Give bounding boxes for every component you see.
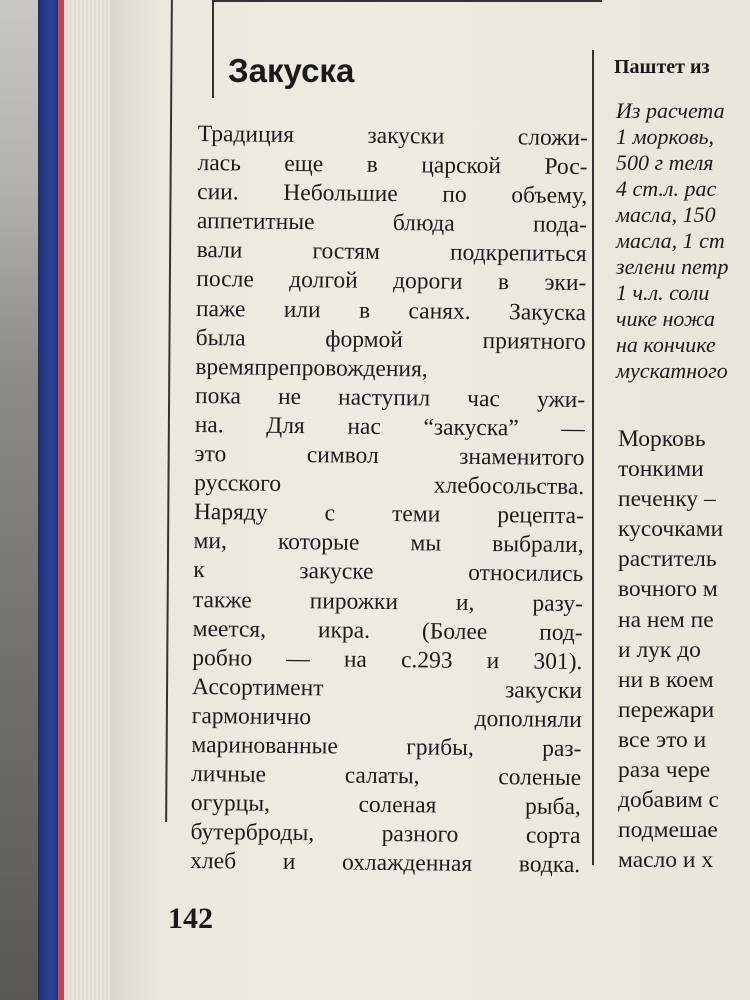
recipe-ingredients: [616, 98, 728, 384]
body-text-line: также пирожки и, разу-: [192, 586, 584, 617]
top-frame-line: [212, 0, 602, 2]
body-text-line: Традиция закуски сложи-: [197, 120, 588, 152]
ingredient-line: 1 ч.л. соли: [616, 280, 710, 305]
instruction-line: на нем пе: [618, 606, 714, 633]
instruction-line: пережари: [618, 696, 715, 723]
heading-frame-line: [212, 0, 214, 98]
ingredient-line: на кончике: [616, 332, 716, 357]
body-text-line: маринованные грибы, раз-: [191, 731, 582, 763]
recipe-heading: Паштет из: [614, 56, 710, 78]
body-text-line: к закуске относились: [193, 557, 584, 588]
body-text-line: сии. Небольшие по объему,: [197, 179, 588, 210]
instruction-line: раза чере: [618, 757, 711, 784]
ingredient-line: масла, 150: [616, 202, 716, 227]
instruction-line: подмешае: [618, 817, 718, 844]
ingredient-line: зелени петр: [616, 254, 729, 279]
body-text-line: хлеб и охлажденная водка.: [190, 848, 581, 879]
body-text-line: пока не наступил час ужи-: [194, 382, 586, 413]
body-text-line: огурцы, соленая рыба,: [190, 790, 581, 821]
instruction-line: ни в коем: [618, 666, 714, 693]
body-text-line: меется, икра. (Более под-: [192, 615, 583, 646]
body-text-line: вали гостям подкрепиться: [196, 237, 587, 268]
ingredient-line: 4 ст.л. рас: [616, 176, 717, 201]
body-text-line: аппетитные блюда пода-: [196, 208, 588, 239]
ingredient-line: Из расчета: [616, 98, 725, 123]
instruction-line: все это и: [618, 726, 707, 753]
page-heading: Закуска: [228, 52, 355, 89]
body-text-line: робно — на с.293 и 301).: [192, 644, 583, 675]
body-text-line: гармонично дополняли: [191, 702, 582, 733]
ingredient-line: чике ножа: [616, 306, 716, 331]
column-divider: [592, 50, 594, 865]
body-text-line: после долгой дороги в эки-: [196, 266, 587, 297]
instruction-line: Морковь: [618, 426, 706, 452]
body-text-line: была формой приятного: [195, 324, 586, 355]
ingredient-line: 1 морковь,: [616, 124, 715, 149]
ingredient-line: 500 г теля: [616, 150, 714, 175]
ingredient-line: мускатного: [616, 358, 728, 383]
body-text-line: это символ знаменитого: [194, 441, 585, 472]
body-text-line: лась еще в царской Рос-: [197, 150, 588, 181]
body-text-line: Ассортимент закуски: [191, 673, 583, 704]
instruction-line: масло и х: [618, 847, 714, 874]
ingredient-line: масла, 1 ст: [616, 228, 725, 253]
instruction-line: тонкими: [618, 456, 704, 483]
instruction-line: добавим с: [618, 787, 719, 814]
recipe-instructions: [618, 424, 723, 875]
instruction-line: печенку –: [618, 486, 716, 513]
body-text-line: бутерброды, разного сорта: [190, 819, 581, 850]
body-text-line: на. Для нас “закуска” —: [194, 411, 585, 443]
instruction-line: вочного м: [618, 576, 718, 603]
body-text-line: Наряду с теми рецепта-: [193, 499, 585, 530]
body-text-line: ми, которые мы выбрали,: [193, 528, 584, 559]
body-text-line: времяпрепровождения,: [195, 353, 428, 383]
book-cover-edge: [38, 0, 60, 1000]
article-body: [190, 120, 588, 880]
instruction-line: кусочками: [618, 516, 724, 543]
instruction-line: раститель: [618, 546, 717, 573]
page-number: 142: [168, 902, 213, 935]
body-text-line: паже или в санях. Закуска: [195, 295, 587, 326]
instruction-line: и лук до: [618, 636, 701, 663]
body-text-line: личные салаты, соленые: [191, 761, 582, 792]
body-text-line: русского хлебосольства.: [194, 470, 585, 501]
